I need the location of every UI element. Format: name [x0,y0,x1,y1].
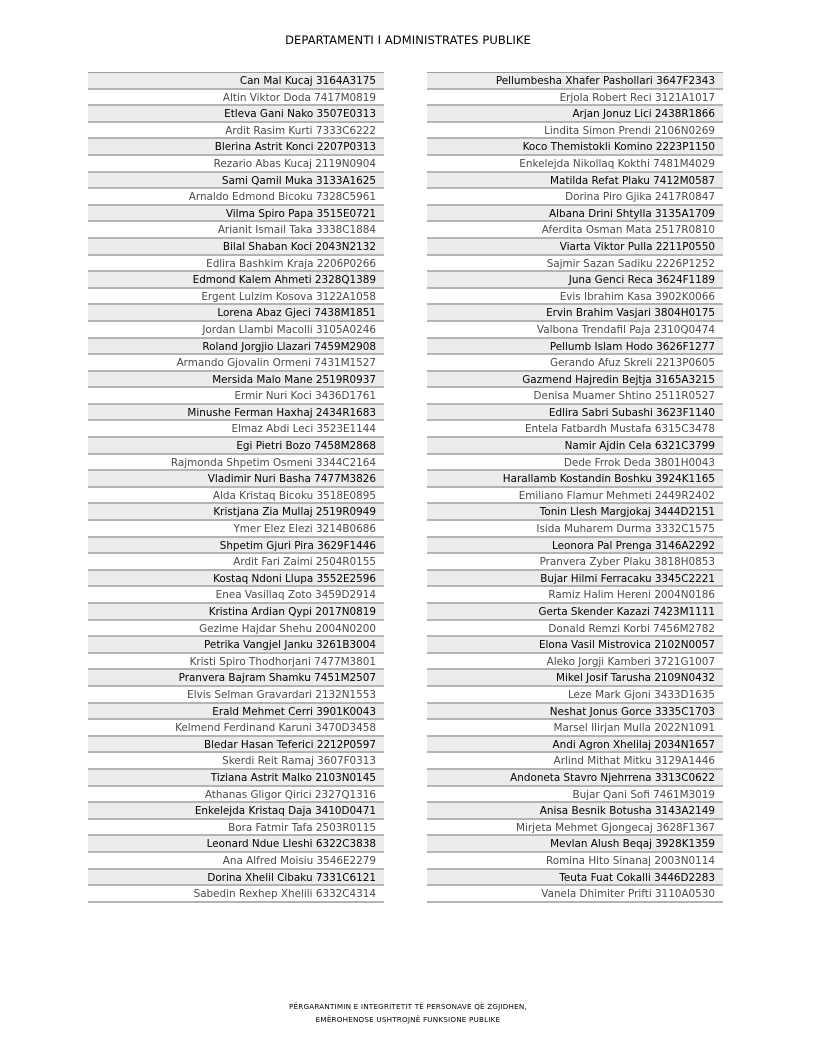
list-item: Tiziana Astrit Malko 2103N0145 [88,770,384,787]
list-item: Altin Viktor Doda 7417M0819 [88,90,384,107]
list-item: Ergent Lulzim Kosova 3122A1058 [88,289,384,306]
list-item: Petrika Vangjel Janku 3261B3004 [88,637,384,654]
list-item: Viarta Viktor Pulla 2211P0550 [427,239,723,256]
list-item: Skerdi Reit Ramaj 3607F0313 [88,753,384,770]
list-item: Gerando Afuz Skreli 2213P0605 [427,355,723,372]
list-item: Ardit Fari Zaimi 2504R0155 [88,554,384,571]
list-item: Enkelejda Kristaq Daja 3410D0471 [88,803,384,820]
list-item: Vanela Dhimiter Prifti 3110A0530 [427,886,723,903]
list-item: Shpetim Gjuri Pira 3629F1446 [88,538,384,555]
list-item: Leonora Pal Prenga 3146A2292 [427,538,723,555]
list-item: Erjola Robert Reci 3121A1017 [427,90,723,107]
list-item: Gazmend Hajredin Bejtja 3165A3215 [427,372,723,389]
list-item: Gerta Skender Kazazi 7423M1111 [427,604,723,621]
list-item: Bujar Hilmi Ferracaku 3345C2221 [427,571,723,588]
list-item: Matilda Refat Plaku 7412M0587 [427,173,723,190]
list-item: Bora Fatmir Tafa 2503R0115 [88,820,384,837]
list-item: Aleko Jorgji Kamberi 3721G1007 [427,654,723,671]
list-item: Harallamb Kostandin Boshku 3924K1165 [427,471,723,488]
list-item: Roland Jorgjio Llazari 7459M2908 [88,339,384,356]
list-item: Etleva Gani Nako 3507E0313 [88,106,384,123]
list-item: Ana Alfred Moisiu 3546E2279 [88,853,384,870]
list-item: Denisa Muamer Shtino 2511R0527 [427,388,723,405]
list-item: Lindita Simon Prendi 2106N0269 [427,123,723,140]
list-item: Arnaldo Edmond Bicoku 7328C5961 [88,189,384,206]
list-item: Bilal Shaban Koci 2043N2132 [88,239,384,256]
list-item: Kristi Spiro Thodhorjani 7477M3801 [88,654,384,671]
list-item: Arianit Ismail Taka 3338C1884 [88,222,384,239]
list-item: Kelmend Ferdinand Karuni 3470D3458 [88,720,384,737]
list-item: Enea Vasillaq Zoto 3459D2914 [88,587,384,604]
list-item: Edmond Kalem Ahmeti 2328Q1389 [88,272,384,289]
list-item: Dorina Xhelil Cibaku 7331C6121 [88,870,384,887]
page-footer [0,1000,816,1026]
list-item: Leze Mark Gjoni 3433D1635 [427,687,723,704]
list-item: Ermir Nuri Koci 3436D1761 [88,388,384,405]
list-item: Arlind Mithat Mitku 3129A1446 [427,753,723,770]
list-item: Tonin Llesh Margjokaj 3444D2151 [427,504,723,521]
list-item: Elona Vasil Mistrovica 2102N0057 [427,637,723,654]
list-item: Koco Themistokli Komino 2223P1150 [427,139,723,156]
list-item: Isida Muharem Durma 3332C1575 [427,521,723,538]
list-item: Albana Drini Shtylla 3135A1709 [427,206,723,223]
list-item: Ervin Brahim Vasjari 3804H0175 [427,305,723,322]
list-item: Edlira Sabri Subashi 3623F1140 [427,405,723,422]
list-item: Enkelejda Nikollaq Kokthi 7481M4029 [427,156,723,173]
list-item: Edlira Bashkim Kraja 2206P0266 [88,256,384,273]
list-item: Elmaz Abdi Leci 3523E1144 [88,421,384,438]
list-item: Donald Remzi Korbi 7456M2782 [427,621,723,638]
list-item: Arjan Jonuz Lici 2438R1866 [427,106,723,123]
list-item: Vladimir Nuri Basha 7477M3826 [88,471,384,488]
list-item: Pellumbesha Xhafer Pashollari 3647F2343 [427,73,723,90]
list-item: Mersida Malo Mane 2519R0937 [88,372,384,389]
list-item: Ardit Rasim Kurti 7333C6222 [88,123,384,140]
list-item: Jordan Llambi Macolli 3105A0246 [88,322,384,339]
list-item: Ymer Elez Elezi 3214B0686 [88,521,384,538]
list-item: Mikel Josif Tarusha 2109N0432 [427,670,723,687]
list-item: Valbona Trendafil Paja 2310Q0474 [427,322,723,339]
list-item: Andoneta Stavro Njehrrena 3313C0622 [427,770,723,787]
list-item: Minushe Ferman Haxhaj 2434R1683 [88,405,384,422]
list-item: Evis Ibrahim Kasa 3902K0066 [427,289,723,306]
list-item: Rezario Abas Kucaj 2119N0904 [88,156,384,173]
list-item: Neshat Jonus Gorce 3335C1703 [427,704,723,721]
list-item: Romina Hito Sinanaj 2003N0114 [427,853,723,870]
list-item: Aferdita Osman Mata 2517R0810 [427,222,723,239]
list-item: Pellumb Islam Hodo 3626F1277 [427,339,723,356]
list-item: Teuta Fuat Cokalli 3446D2283 [427,870,723,887]
list-item: Pranvera Zyber Plaku 3818H0853 [427,554,723,571]
list-item: Bujar Qani Sofi 7461M3019 [427,787,723,804]
right-name-list [427,72,723,903]
list-item: Dede Frrok Deda 3801H0043 [427,455,723,472]
list-item: Dorina Piro Gjika 2417R0847 [427,189,723,206]
list-item: Gezime Hajdar Shehu 2004N0200 [88,621,384,638]
list-item: Elvis Selman Gravardari 2132N1553 [88,687,384,704]
list-item: Sabedin Rexhep Xhelili 6332C4314 [88,886,384,903]
list-item: Namir Ajdin Cela 6321C3799 [427,438,723,455]
list-item: Mevlan Alush Beqaj 3928K1359 [427,836,723,853]
list-item: Alda Kristaq Bicoku 3518E0895 [88,488,384,505]
list-item: Sami Qamil Muka 3133A1625 [88,173,384,190]
footer-line-2: EMËROHENOSE USHTROJNË FUNKSIONE PUBLIKE [315,1015,501,1024]
list-item: Andi Agron Xhelilaj 2034N1657 [427,737,723,754]
list-item: Leonard Ndue Lleshi 6322C3838 [88,836,384,853]
list-item: Kristjana Zia Mullaj 2519R0949 [88,504,384,521]
list-item: Kristina Ardian Qypi 2017N0819 [88,604,384,621]
list-item: Entela Fatbardh Mustafa 6315C3478 [427,421,723,438]
footer-line-1: PËRGARANTIMIN E INTEGRITETIT TË PERSONAVE QË ZGJIDHEN, [289,1002,527,1011]
page-title: DEPARTAMENTI I ADMINISTRATES PUBLIKE [285,33,531,47]
list-item: Anisa Besnik Botusha 3143A2149 [427,803,723,820]
list-item: Blerina Astrit Konci 2207P0313 [88,139,384,156]
list-item: Sajmir Sazan Sadiku 2226P1252 [427,256,723,273]
list-item: Lorena Abaz Gjeci 7438M1851 [88,305,384,322]
list-item: Can Mal Kucaj 3164A3175 [88,73,384,90]
list-item: Athanas Gligor Qirici 2327Q1316 [88,787,384,804]
list-item: Ramiz Halim Hereni 2004N0186 [427,587,723,604]
list-item: Armando Gjovalin Ormeni 7431M1527 [88,355,384,372]
list-item: Vilma Spiro Papa 3515E0721 [88,206,384,223]
list-item: Bledar Hasan Teferici 2212P0597 [88,737,384,754]
list-item: Rajmonda Shpetim Osmeni 3344C2164 [88,455,384,472]
list-item: Emiliano Flamur Mehmeti 2449R2402 [427,488,723,505]
left-name-list [88,72,384,903]
list-item: Kostaq Ndoni Llupa 3552E2596 [88,571,384,588]
list-item: Pranvera Bajram Shamku 7451M2507 [88,670,384,687]
list-item: Juna Genci Reca 3624F1189 [427,272,723,289]
list-item: Egi Pietri Bozo 7458M2868 [88,438,384,455]
list-item: Mirjeta Mehmet Gjongecaj 3628F1367 [427,820,723,837]
list-item: Erald Mehmet Cerri 3901K0043 [88,704,384,721]
list-item: Marsel Ilirjan Mulla 2022N1091 [427,720,723,737]
